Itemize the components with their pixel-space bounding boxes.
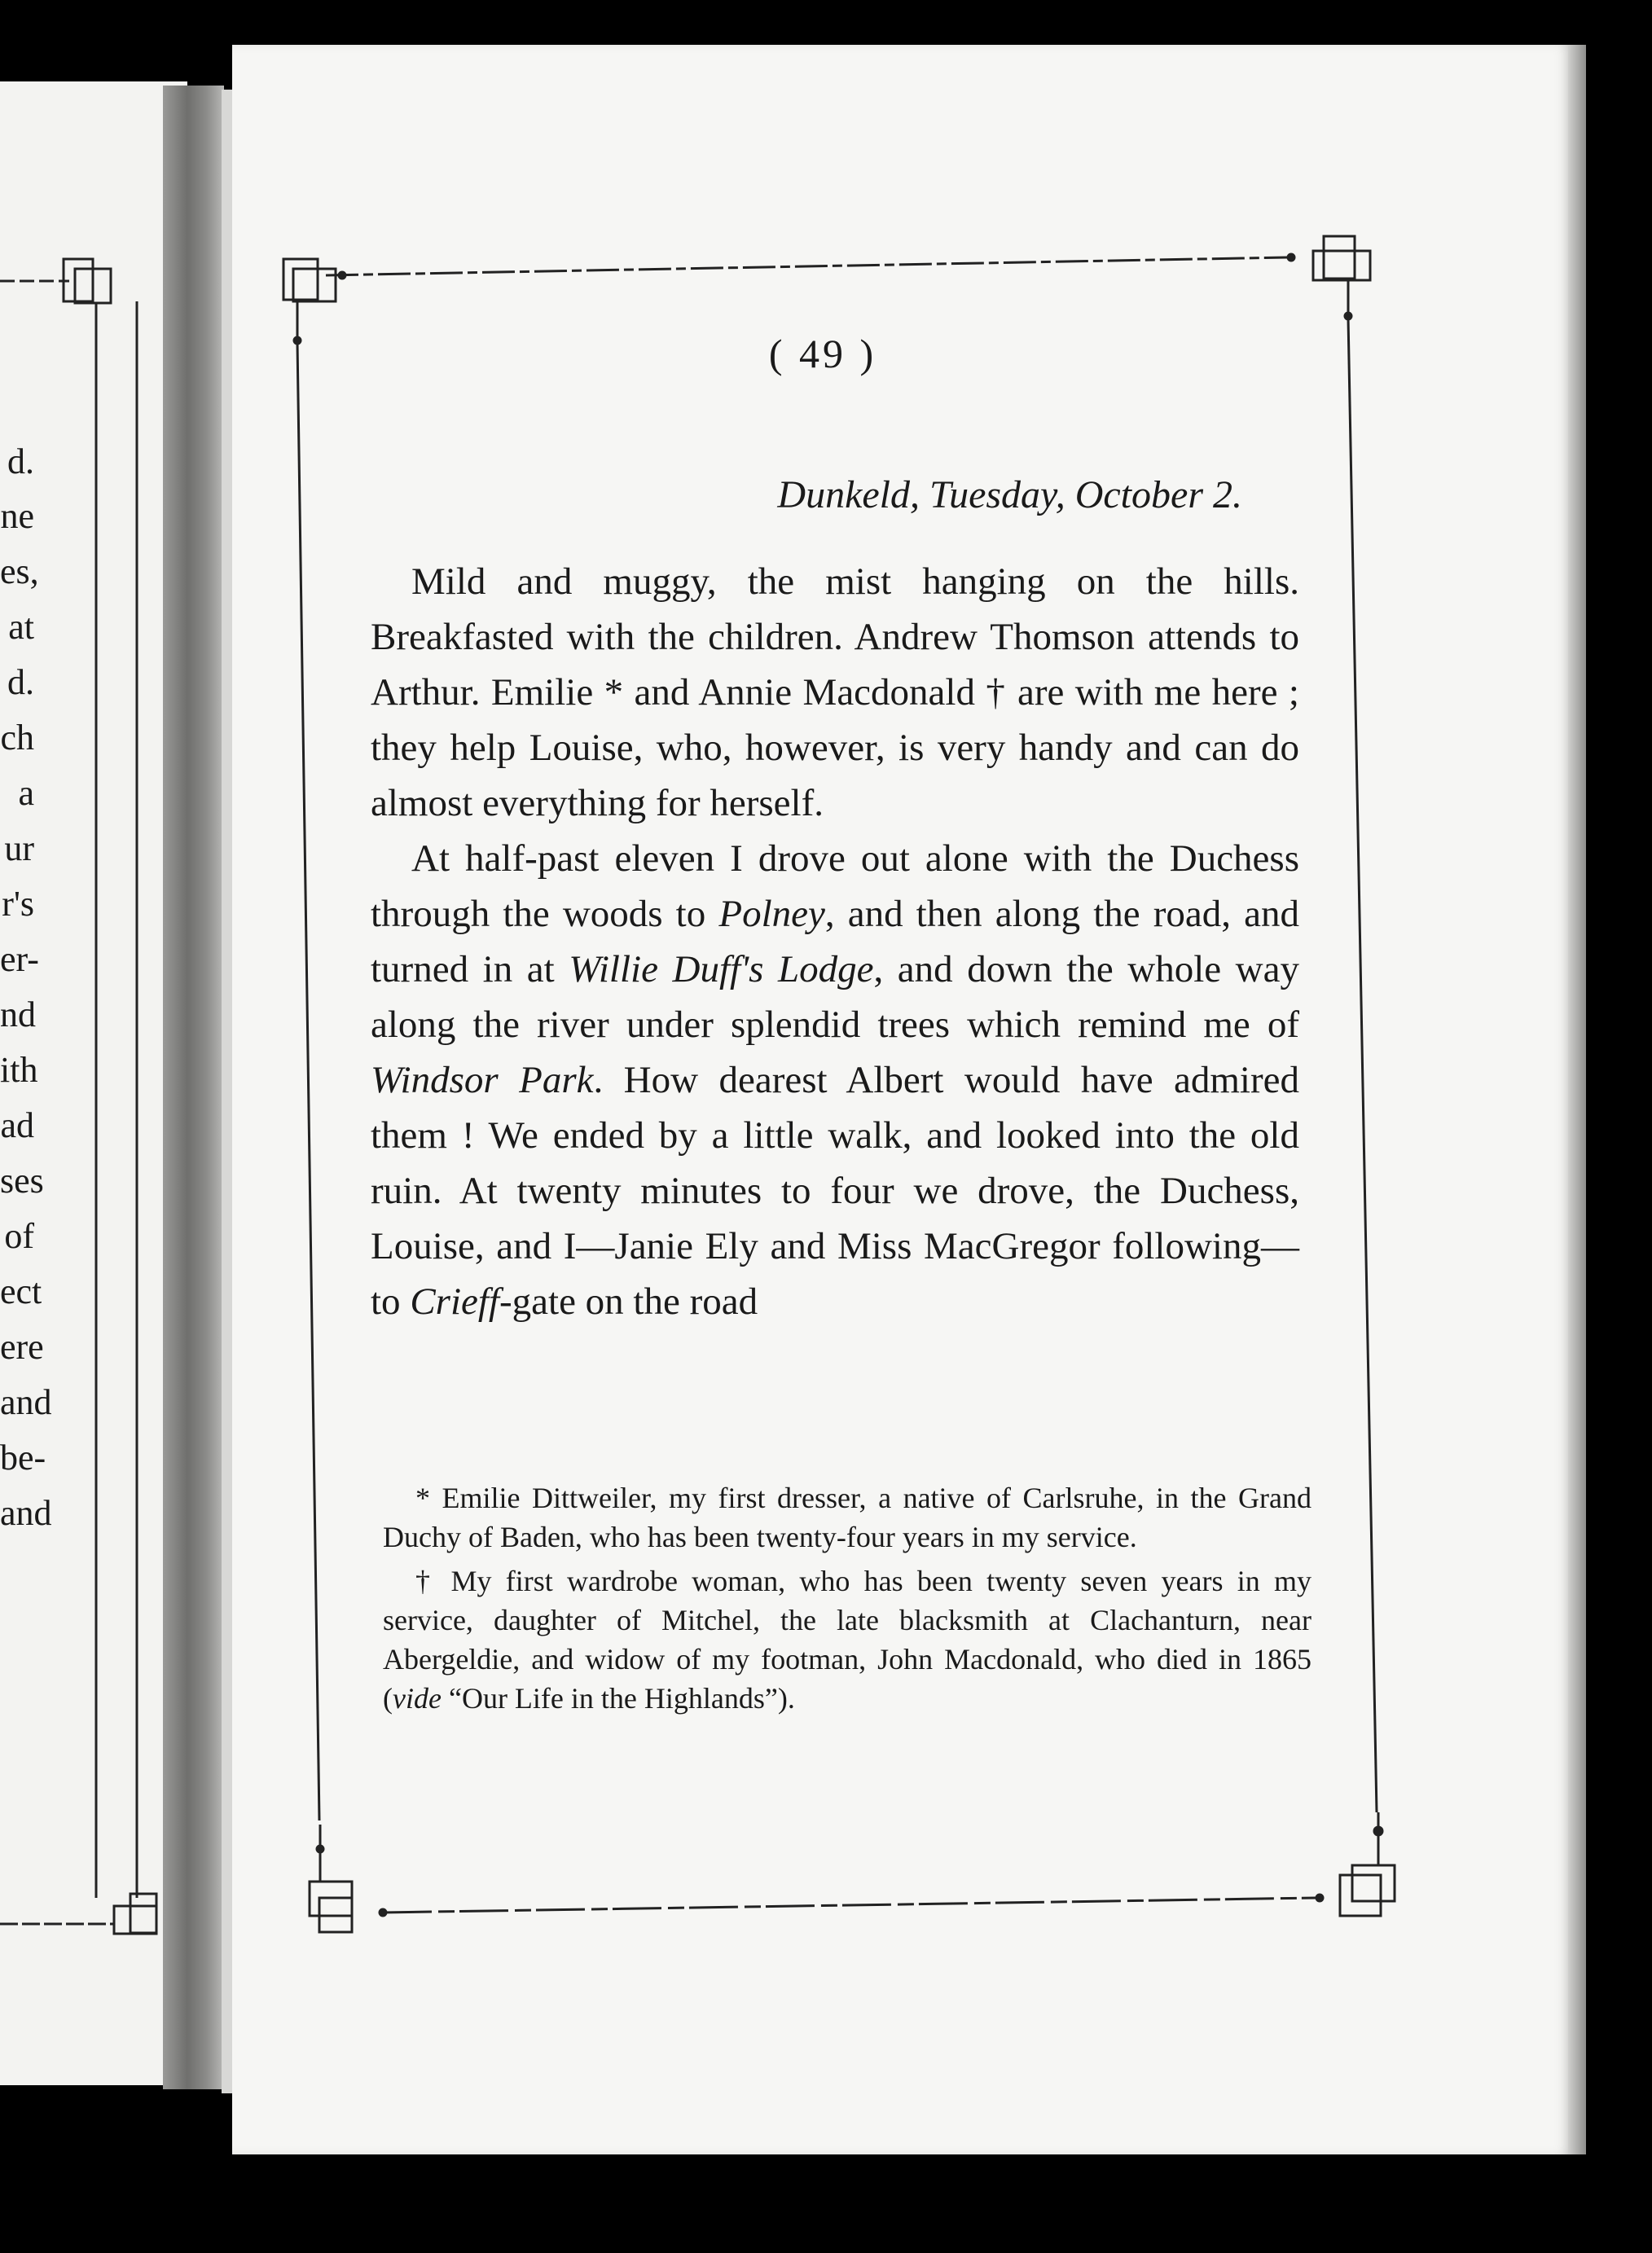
- text-run: “Our Life in the Highlands”).: [441, 1682, 795, 1715]
- left-page-fragment: r's: [2, 884, 34, 924]
- left-page-fragment: es,: [0, 551, 39, 591]
- left-page-fragment: a: [18, 773, 34, 813]
- italic-text: Willie Duff's Lodge: [569, 948, 874, 990]
- left-page-fragment: ch: [0, 718, 34, 758]
- footnote: [383, 1478, 1311, 1557]
- text-run: -gate on the road: [499, 1280, 758, 1323]
- left-page-fragment: nd: [0, 995, 36, 1034]
- left-page-fragment: ne: [0, 496, 34, 536]
- text-run: * Emilie Dittweiler, my first dresser, a native of Carlsruhe, in the Grand Duchy of Baden, who has been twenty-four years in my service.: [383, 1482, 1311, 1553]
- left-page-fragment: er-: [0, 939, 39, 979]
- paragraph: [371, 554, 1299, 831]
- text-run: . How dearest Albert would have admired them ! We ended by a little walk, and looked into the old ruin. At twenty minutes to four we drove, the Duchess, Louise, and I—Janie Ely and Miss MacGregor following—to: [371, 1059, 1300, 1323]
- left-page-fragment: d.: [7, 662, 34, 702]
- text-run: Mild and muggy, the mist hanging on the hills. Breakfasted with the children. Andrew Thomson attends to Arthur. Emilie * and Annie Macdonald † are with me here ; they help Louise, who, however, is very handy and can do almost everything for herself.: [371, 560, 1299, 824]
- paragraph: [371, 831, 1299, 1329]
- left-page-fragment: be-: [0, 1438, 46, 1478]
- footnote: [383, 1561, 1311, 1718]
- left-page-fragment: ect: [0, 1271, 42, 1311]
- left-page-fragment: at: [8, 607, 34, 647]
- left-page-fragment: ere: [0, 1327, 44, 1367]
- page-number: ( 49 ): [768, 331, 877, 376]
- left-page-fragment: ith: [0, 1050, 38, 1090]
- left-page-fragment: ses: [0, 1161, 44, 1201]
- left-page-fragment: of: [4, 1216, 34, 1256]
- italic-text: Windsor Park: [371, 1059, 594, 1101]
- left-page-fragment: d.: [7, 441, 34, 481]
- italic-text: Polney: [718, 893, 825, 935]
- italic-text: Crieff: [410, 1280, 499, 1323]
- left-page-fragment: ad: [0, 1105, 34, 1145]
- text-run: , and then along the road, and turned in at: [371, 893, 1299, 990]
- left-page-fragment: and: [0, 1382, 52, 1422]
- text-run: At half-past eleven I drove out alone with the Duchess through the woods to: [371, 837, 1299, 935]
- body-text: [371, 554, 1299, 1329]
- left-page-fragment: ur: [4, 828, 34, 868]
- italic-text: vide: [393, 1682, 442, 1715]
- text-run: , and down the whole way along the river under splendid trees which remind me of: [371, 948, 1299, 1046]
- dateline: Dunkeld, Tuesday, October 2.: [777, 473, 1242, 516]
- text-run: † My first wardrobe woman, who has been twenty seven years in my service, daughter of Mitchel, the late blacksmith at Clachanturn, near Abergeldie, and widow of my footman, John Macdonald, who died in 1865 (: [383, 1565, 1311, 1715]
- footnotes: [383, 1478, 1311, 1723]
- left-page-fragment: and: [0, 1493, 52, 1533]
